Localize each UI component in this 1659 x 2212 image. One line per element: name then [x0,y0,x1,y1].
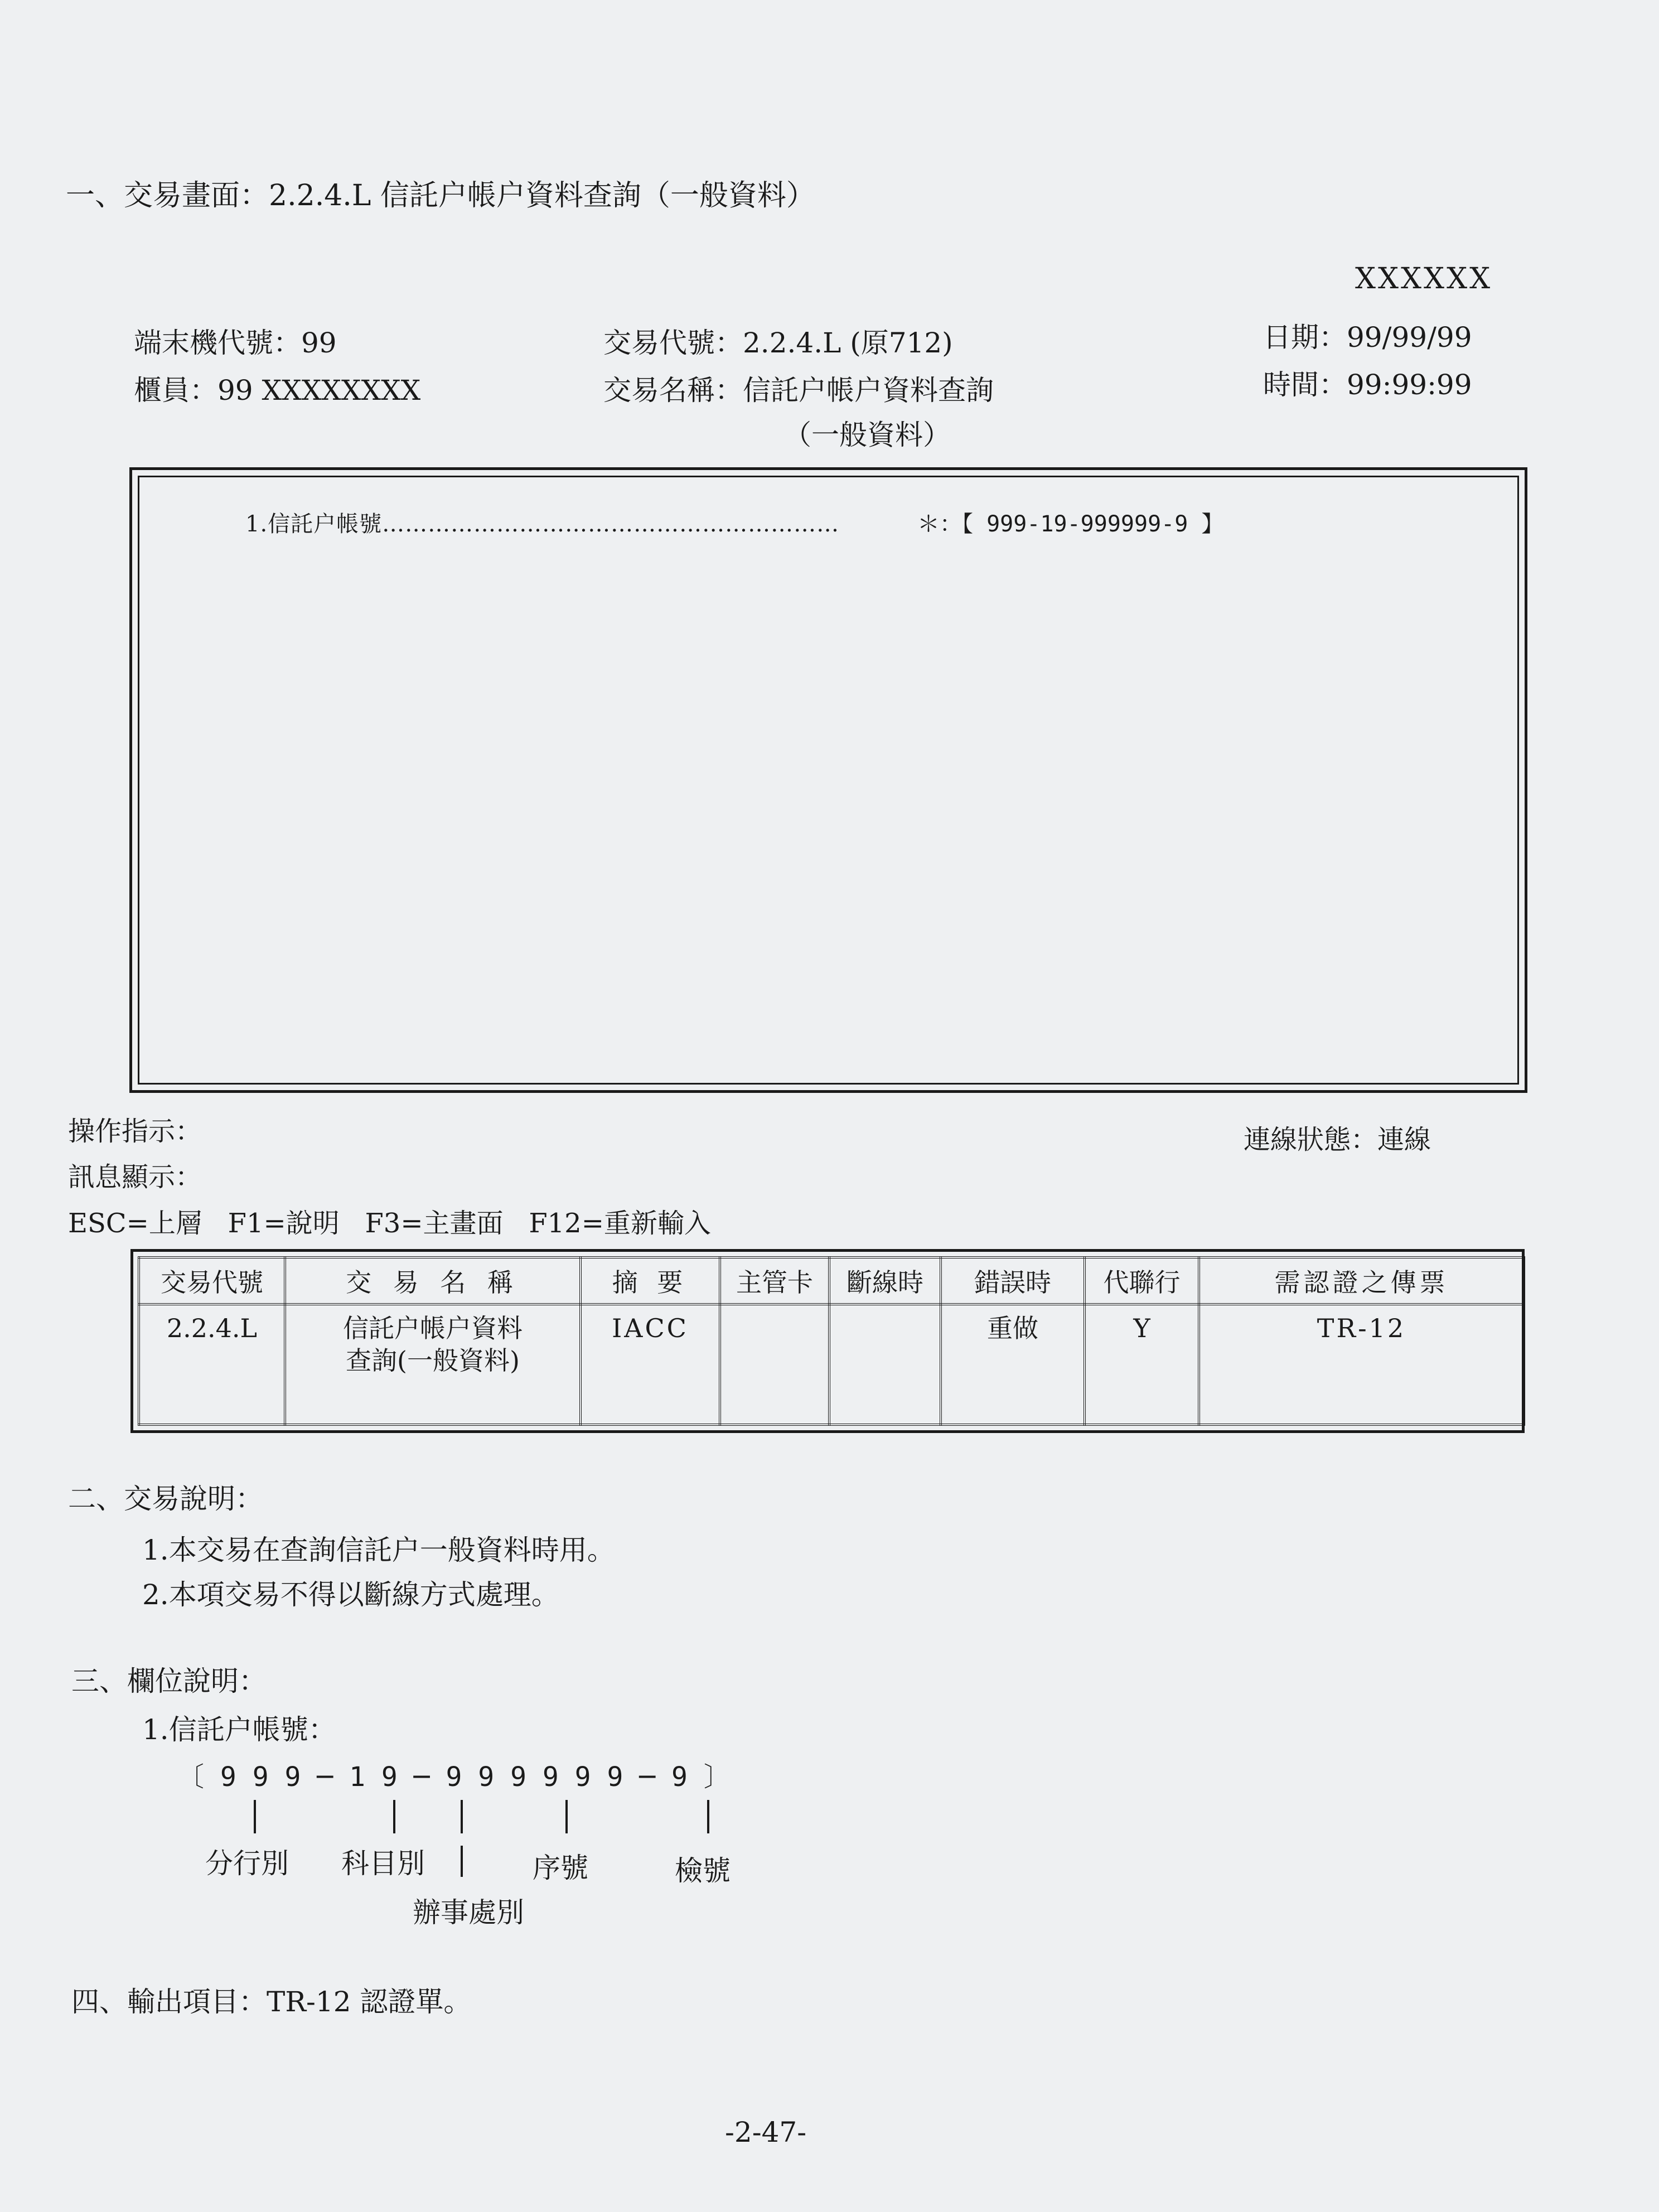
cell-on-error: 重做 [941,1304,1085,1425]
header-summary: 摘 要 [581,1257,720,1304]
transaction-name-sub: （一般資料） [783,419,951,451]
cell-offline [829,1304,941,1425]
account-field-label: 1.信託户帳號…………………………………………………… [245,511,840,537]
page-number: -2-47- [725,2116,807,2148]
label-subject: 科目別 [341,1847,425,1880]
label-check: 檢號 [675,1855,731,1887]
date-field: 日期：99/99/99 [1263,321,1472,354]
teller-id: 櫃員：99 XXXXXXXX [134,374,421,406]
section-2-item-2: 2.本項交易不得以斷線方式處理。 [142,1579,559,1611]
header-voucher: 需認證之傳票 [1199,1257,1524,1304]
section-1-heading: 一、交易畫面：2.2.4.L 信託户帳户資料查詢（一般資料） [66,179,815,212]
transaction-table [130,1249,1525,1433]
label-serial: 序號 [533,1852,588,1884]
tick-office [461,1800,463,1833]
section-4-heading: 四、輸出項目：TR-12 認證單。 [71,1986,472,2018]
message-display: 訊息顯示： [68,1161,202,1193]
header-on-error: 錯誤時 [941,1257,1085,1304]
screen-id: XXXXXX [1355,262,1493,296]
section-2-item-1: 1.本交易在查詢信託户一般資料時用。 [142,1534,615,1566]
tick-branch [254,1800,256,1833]
terminal-id: 端末機代號：99 [134,327,337,359]
transaction-name: 交易名稱：信託户帳户資料查詢 [603,374,994,406]
tick-serial [565,1800,568,1833]
header-supervisor-card: 主管卡 [720,1257,829,1304]
account-format: 〔 9 9 9 ─ 1 9 ─ 9 9 9 9 9 9 ─ 9 〕 [177,1761,731,1793]
table-header-row [139,1257,1524,1304]
function-keys: ESC=上層 F1=說明 F3=主畫面 F12=重新輸入 [68,1208,711,1239]
header-offline: 斷線時 [829,1257,941,1304]
screen-area [138,476,1519,1085]
connection-status: 連線狀態：連線 [1244,1124,1431,1155]
cell-txn-name: 信託户帳户資料 查詢(一般資料) [285,1304,581,1425]
cell-agent-bank: Y [1085,1304,1199,1425]
time-field: 時間：99:99:99 [1263,369,1472,401]
account-field-input[interactable]: ＊：【 999-19-999999-9 】 [917,511,1224,537]
label-branch: 分行別 [205,1847,289,1880]
table-row [139,1304,1524,1425]
screen-frame [129,467,1527,1093]
cell-txn-code: 2.2.4.L [139,1304,285,1425]
tick-check [707,1800,709,1833]
operation-instruction: 操作指示： [68,1116,202,1147]
cell-supervisor-card [720,1304,829,1425]
header-txn-name: 交 易 名 稱 [285,1257,581,1304]
cell-voucher: TR-12 [1199,1304,1524,1425]
transaction-code: 交易代號：2.2.4.L (原712) [603,327,953,359]
tick-office-lower [461,1846,463,1877]
header-agent-bank: 代聯行 [1085,1257,1199,1304]
tick-subject [393,1800,395,1833]
section-3-heading: 三、欄位說明： [71,1665,267,1697]
cell-summary: IACC [581,1304,720,1425]
section-3-item: 1.信託户帳號： [142,1714,336,1746]
header-txn-code: 交易代號 [139,1257,285,1304]
label-office: 辦事處別 [413,1896,524,1929]
section-2-heading: 二、交易說明： [68,1483,263,1515]
